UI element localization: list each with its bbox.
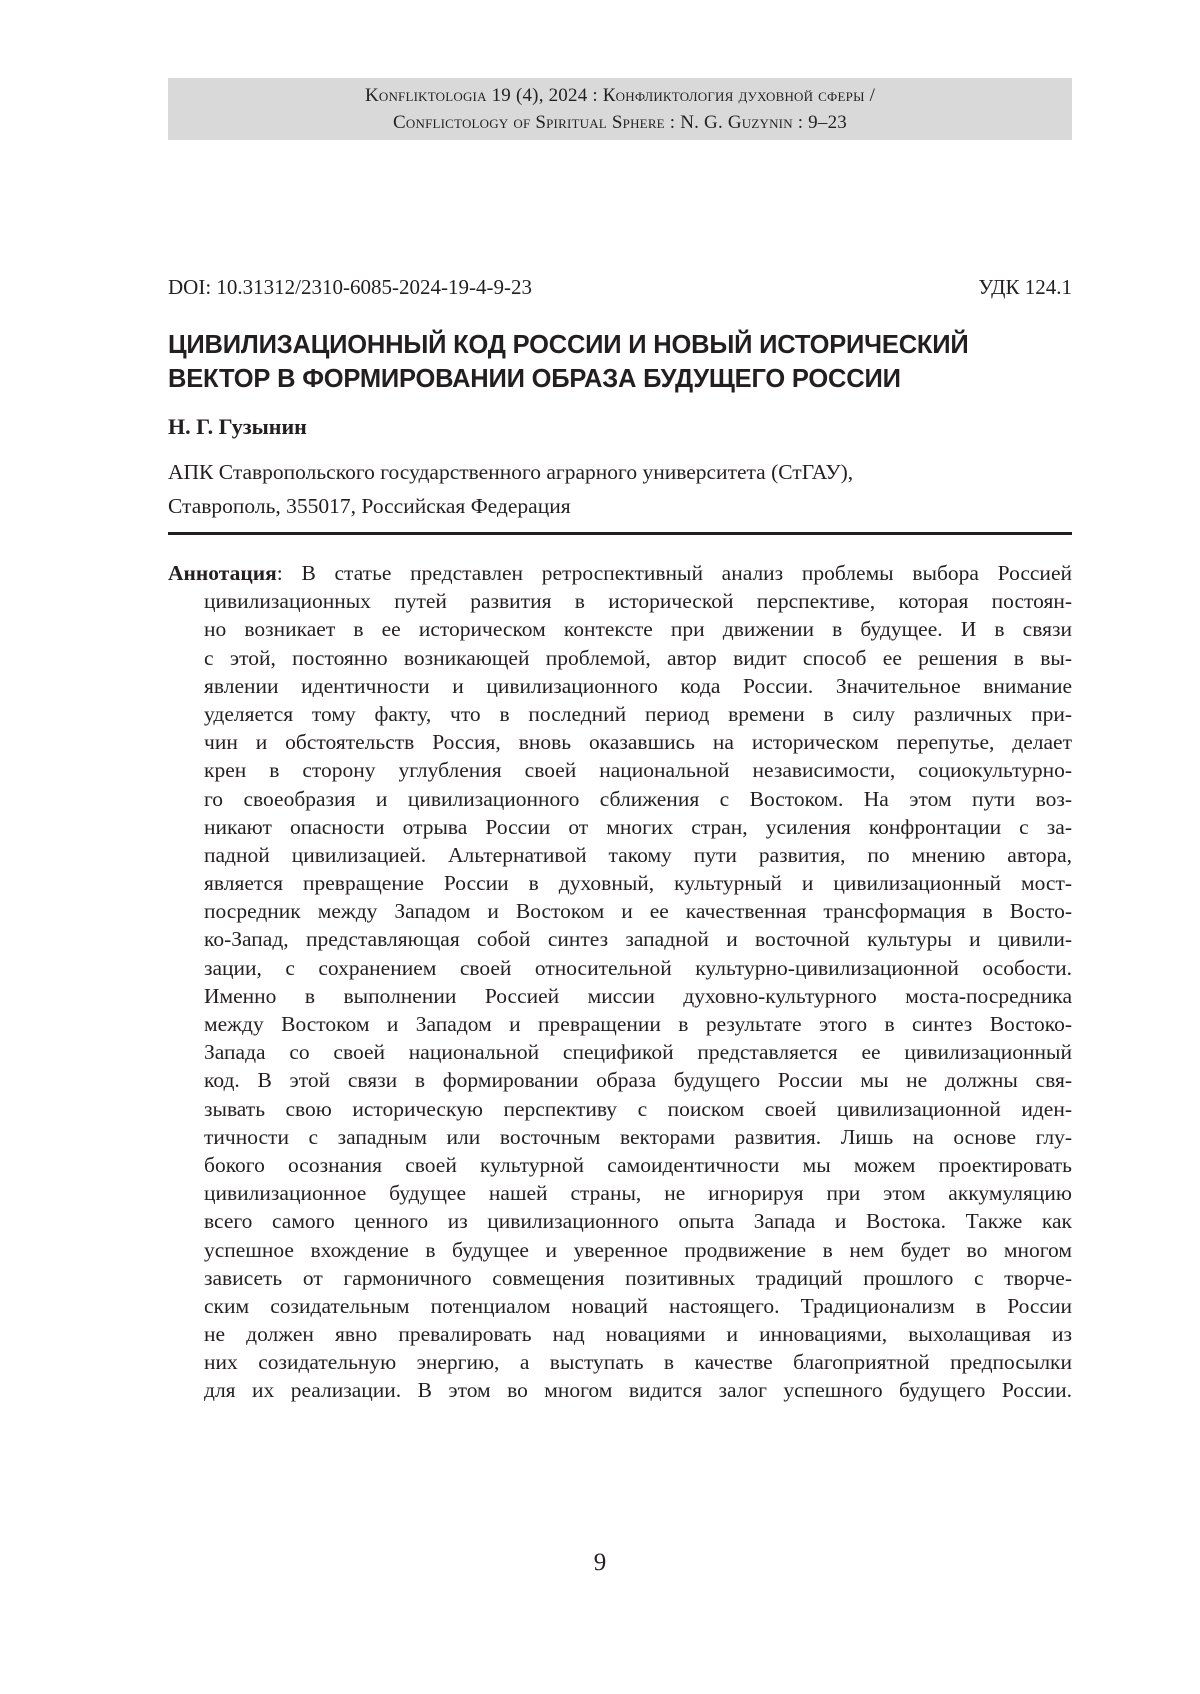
abstract-line: никают опасности отрыва России от многих стран, усиления конфронтации с за- xyxy=(204,813,1072,841)
abstract-line: успешное вхождение в будущее и уверенное продвижение в нем будет во многом xyxy=(204,1236,1072,1264)
abstract-line: падной цивилизацией. Альтернативой такому пути развития, по мнению автора, xyxy=(204,841,1072,869)
abstract xyxy=(168,559,1072,1405)
article-title-line-1: ЦИВИЛИЗАЦИОННЫЙ КОД РОССИИ И НОВЫЙ ИСТОРИЧЕСКИЙ xyxy=(168,328,1072,362)
abstract-line: между Востоком и Западом и превращении в результате этого в синтез Востоко- xyxy=(204,1010,1072,1038)
abstract-line: не должен явно превалировать над новациями и инновациями, выхолащивая из xyxy=(204,1320,1072,1348)
abstract-line: посредник между Западом и Востоком и ее качественная трансформация в Восто- xyxy=(204,897,1072,925)
article-title-line-2: ВЕКТОР В ФОРМИРОВАНИИ ОБРАЗА БУДУЩЕГО РОССИИ xyxy=(168,362,1072,396)
author-name: Н. Г. Гузынин xyxy=(168,412,307,442)
abstract-line: Запада со своей национальной спецификой представляется ее цивилизационный xyxy=(204,1038,1072,1066)
abstract-line: го своеобразия и цивилизационного сближения с Востоком. На этом пути воз- xyxy=(204,785,1072,813)
abstract-line: код. В этой связи в формировании образа будущего России мы не должны свя- xyxy=(204,1066,1072,1094)
abstract-line: бокого осознания своей культурной самоидентичности мы можем проектировать xyxy=(204,1151,1072,1179)
author-affiliation xyxy=(168,455,1072,523)
abstract-line: Именно в выполнении Россией миссии духовно-культурного моста-посредника xyxy=(204,982,1072,1010)
abstract-line: с этой, постоянно возникающей проблемой, автор видит способ ее решения в вы- xyxy=(204,644,1072,672)
abstract-line: для их реализации. В этом во многом видится залог успешного будущего России. xyxy=(204,1376,1072,1404)
udc-code: УДК 124.1 xyxy=(978,273,1072,301)
abstract-line: них созидательную энергию, а выступать в качестве благоприятной предпосылки xyxy=(204,1348,1072,1376)
abstract-line: но возникает в ее историческом контексте при движении в будущее. И в связи xyxy=(204,615,1072,643)
abstract-line: цивилизационное будущее нашей страны, не игнорируя при этом аккумуляцию xyxy=(204,1179,1072,1207)
abstract-line: зации, с сохранением своей относительной культурно-цивилизационной особости. xyxy=(204,954,1072,982)
running-header-line-1: Konfliktologia 19 (4), 2024 : Конфликтология духовной сферы / xyxy=(168,82,1072,109)
doi[interactable]: DOI: 10.31312/2310-6085-2024-19-4-9-23 xyxy=(168,273,532,301)
abstract-line: зависеть от гармоничного совмещения позитивных традиций прошлого с творче- xyxy=(204,1264,1072,1292)
affiliation-line-1: АПК Ставропольского государственного аграрного университета (СтГАУ), xyxy=(168,455,1072,489)
abstract-line: чин и обстоятельств Россия, вновь оказавшись на историческом перепутье, делает xyxy=(204,728,1072,756)
abstract-line: всего самого ценного из цивилизационного опыта Запада и Востока. Также как xyxy=(204,1207,1072,1235)
abstract-line: ко-Запад, представляющая собой синтез западной и восточной культуры и цивили- xyxy=(204,925,1072,953)
abstract-line: ским созидательным потенциалом новаций настоящего. Традиционализм в России xyxy=(204,1292,1072,1320)
abstract-line: уделяется тому факту, что в последний период времени в силу различных при- xyxy=(204,700,1072,728)
abstract-line: явлении идентичности и цивилизационного кода России. Значительное внимание xyxy=(204,672,1072,700)
running-header xyxy=(168,78,1072,140)
page-number: 9 xyxy=(0,1548,1200,1578)
abstract-line: тичности с западным или восточным векторами развития. Лишь на основе глу- xyxy=(204,1123,1072,1151)
article-title xyxy=(168,328,1072,396)
abstract-line xyxy=(168,559,1072,587)
abstract-line: цивилизационных путей развития в исторической перспективе, которая постоян- xyxy=(204,587,1072,615)
running-header-line-2: Conflictology of Spiritual Sphere : N. G. Guzynin : 9–23 xyxy=(168,109,1072,136)
section-divider xyxy=(168,532,1072,535)
abstract-line: зывать свою историческую перспективу с поиском своей цивилизационной иден- xyxy=(204,1095,1072,1123)
abstract-line: крен в сторону углубления своей национальной независимости, социокультурно- xyxy=(204,756,1072,784)
affiliation-line-2: Ставрополь, 355017, Российская Федерация xyxy=(168,489,1072,523)
abstract-line: является превращение России в духовный, культурный и цивилизационный мост- xyxy=(204,869,1072,897)
abstract-first-line-text: : В статье представлен ретроспективный анализ проблемы выбора Россией xyxy=(277,561,1072,585)
abstract-label: Аннотация xyxy=(168,561,277,585)
